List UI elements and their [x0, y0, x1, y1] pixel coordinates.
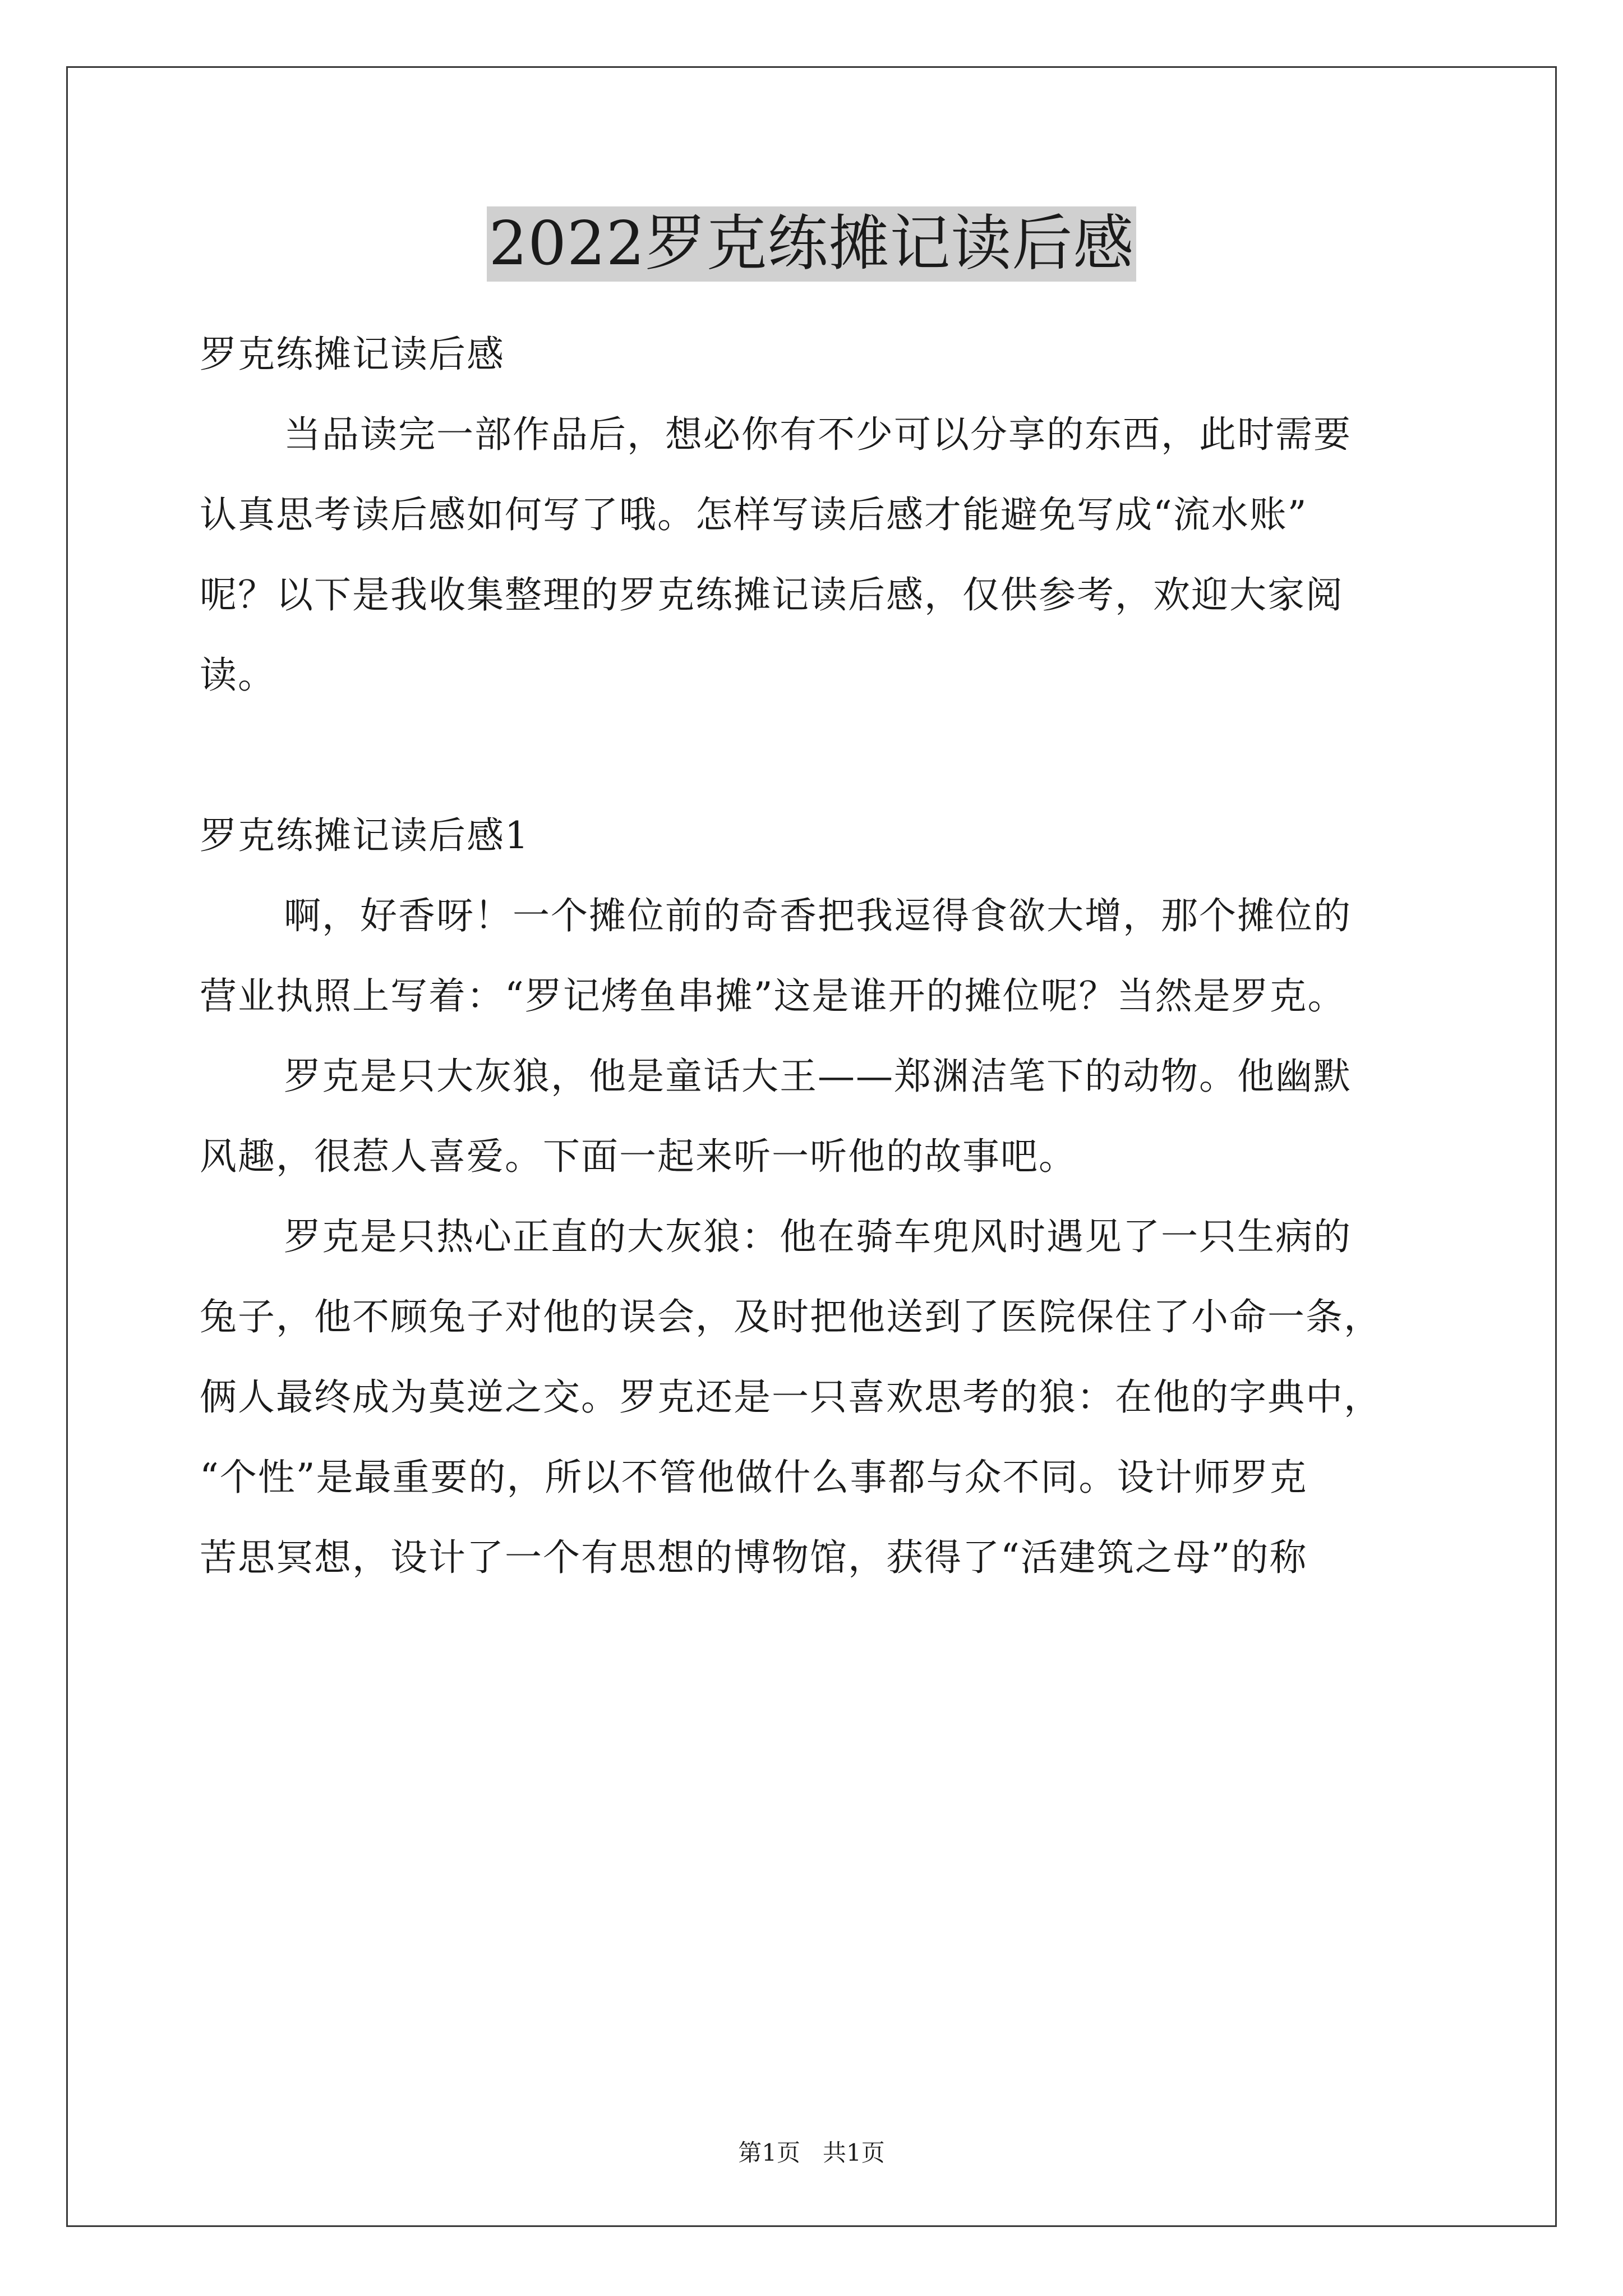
subtitle-line: 罗克练摊记读后感: [200, 333, 505, 376]
paragraph-line: 罗克是只热心正直的大灰狼：他在骑车兜风时遇见了一只生病的: [284, 1215, 1352, 1258]
paragraph-line: 啊，好香呀！一个摊位前的奇香把我逗得食欲大增，那个摊位的: [284, 894, 1352, 937]
paragraph-line: 俩人最终成为莫逆之交。罗克还是一只喜欢思考的狼：在他的字典中，: [200, 1375, 1382, 1419]
paragraph-line: 风趣，很惹人喜爱。下面一起来听一听他的故事吧。: [200, 1135, 1077, 1178]
paragraph-line: 呢？以下是我收集整理的罗克练摊记读后感，仅供参考，欢迎大家阅: [200, 573, 1344, 616]
paragraph-line: 营业执照上写着：“罗记烤鱼串摊”这是谁开的摊位呢？当然是罗克。: [200, 974, 1346, 1018]
paragraph-line: 认真思考读后感如何写了哦。怎样写读后感才能避免写成“流水账”: [200, 493, 1308, 536]
page-number-total: 共1页: [823, 2139, 885, 2166]
document-title: 2022罗克练摊记读后感: [487, 206, 1137, 282]
document-body: [200, 314, 1445, 1598]
document-title-container: [0, 206, 1623, 282]
paragraph-line: 读。: [200, 654, 276, 697]
paragraph-line: 苦思冥想，设计了一个有思想的博物馆，获得了“活建筑之母”的称: [200, 1536, 1308, 1579]
paragraph-line: 当品读完一部作品后，想必你有不少可以分享的东西，此时需要: [284, 413, 1352, 456]
page-footer: [0, 2136, 1623, 2170]
paragraph-line: 罗克是只大灰狼，他是童话大王——郑渊洁笔下的动物。他幽默: [284, 1055, 1352, 1098]
page-number-current: 第1页: [738, 2139, 800, 2166]
paragraph-line: “个性”是最重要的，所以不管他做什么事都与众不同。设计师罗克: [200, 1456, 1308, 1499]
section-heading: 罗克练摊记读后感1: [200, 814, 529, 857]
paragraph-line: 兔子，他不顾兔子对他的误会，及时把他送到了医院保住了小命一条，: [200, 1295, 1382, 1338]
spacer: [200, 715, 1445, 795]
